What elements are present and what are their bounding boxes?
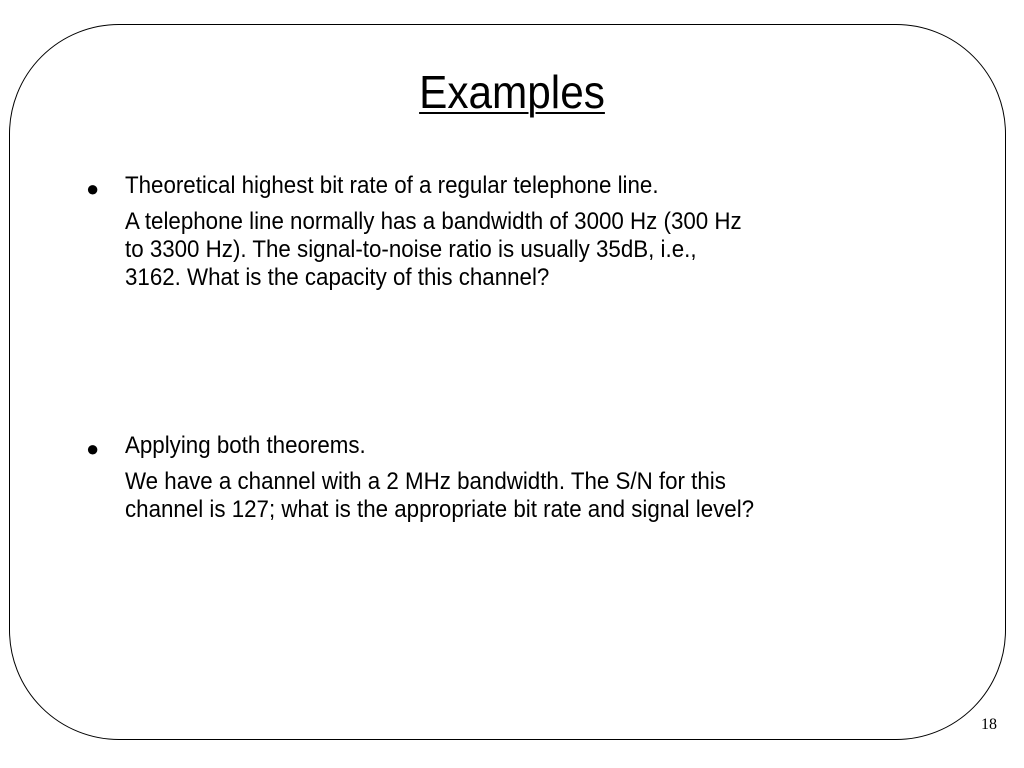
bullet-item-telephone [125, 172, 925, 292]
bullet-body-line: to 3300 Hz). The signal-to-noise ratio is usually 35dB, i.e., [125, 236, 697, 263]
bullet-marker: ● [86, 436, 100, 461]
page-number: 18 [981, 716, 997, 733]
bullet-heading: Theoretical highest bit rate of a regular telephone line. [125, 172, 659, 199]
bullet-heading: Applying both theorems. [125, 432, 366, 459]
bullet-item-theorems [125, 432, 925, 524]
bullet-body-line: A telephone line normally has a bandwidth of 3000 Hz (300 Hz [125, 208, 742, 235]
slide-frame [9, 24, 1006, 740]
bullet-body-line: We have a channel with a 2 MHz bandwidth. The S/N for this [125, 468, 726, 495]
bullet-body-line: channel is 127; what is the appropriate bit rate and signal level? [125, 496, 755, 523]
bullet-marker: ● [86, 176, 100, 201]
bullet-body-line: 3162. What is the capacity of this channel? [125, 264, 550, 291]
slide-title: Examples [419, 66, 605, 118]
